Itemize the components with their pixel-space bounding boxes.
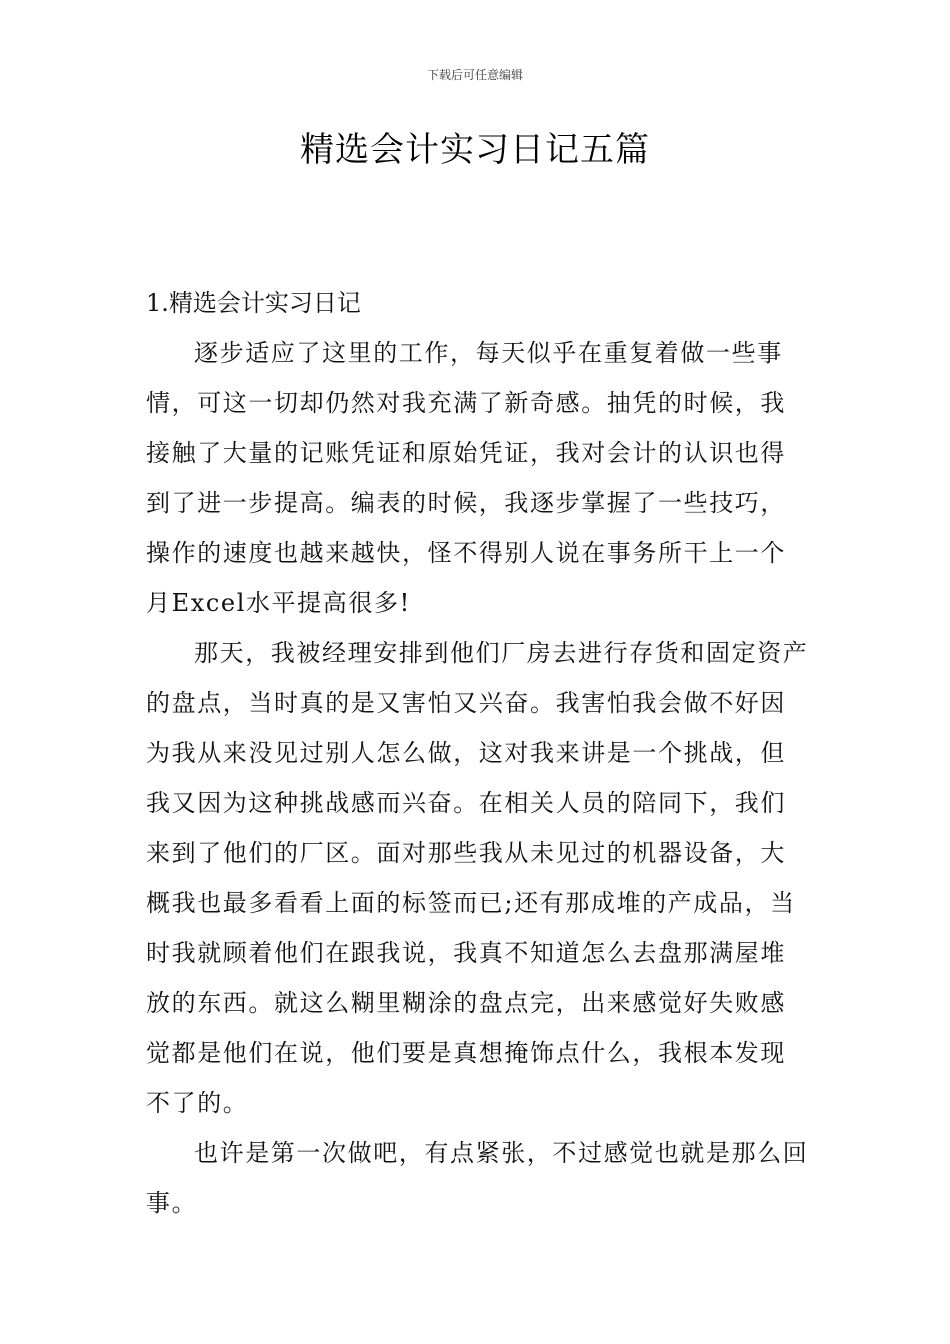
document-body xyxy=(146,278,810,1228)
page-header-note: 下载后可任意编辑 xyxy=(426,68,523,82)
paragraph-3: 也许是第一次做吧，有点紧张，不过感觉也就是那么回事。 xyxy=(146,1139,809,1217)
section-heading: 1.精选会计实习日记 xyxy=(146,289,361,317)
paragraph-1: 逐步适应了这里的工作，每天似乎在重复着做一些事情，可这一切却仍然对我充满了新奇感。抽凭的时候，我接触了大量的记账凭证和原始凭证，我对会计的认识也得到了进一步提高。编表的时候，我逐步掌握了一些技巧，操作的速度也越来越快，怪不得别人说在事务所干上一个月Excel水平提高很多! xyxy=(146,339,786,617)
document-title: 精选会计实习日记五篇 xyxy=(300,130,650,170)
paragraph-2: 那天，我被经理安排到他们厂房去进行存货和固定资产的盘点，当时真的是又害怕又兴奋。我害怕我会做不好因为我从来没见过别人怎么做，这对我来讲是一个挑战，但我又因为这种挑战感而兴奋。在相关人员的陪同下，我们来到了他们的厂区。面对那些我从未见过的机器设备，大概我也最多看看上面的标签而已;还有那成堆的产成品，当时我就顾着他们在跟我说，我真不知道怎么去盘那满屋堆放的东西。就这么糊里糊涂的盘点完，出来感觉好失败感觉都是他们在说，他们要是真想掩饰点什么，我根本发现不了的。 xyxy=(146,639,809,1117)
